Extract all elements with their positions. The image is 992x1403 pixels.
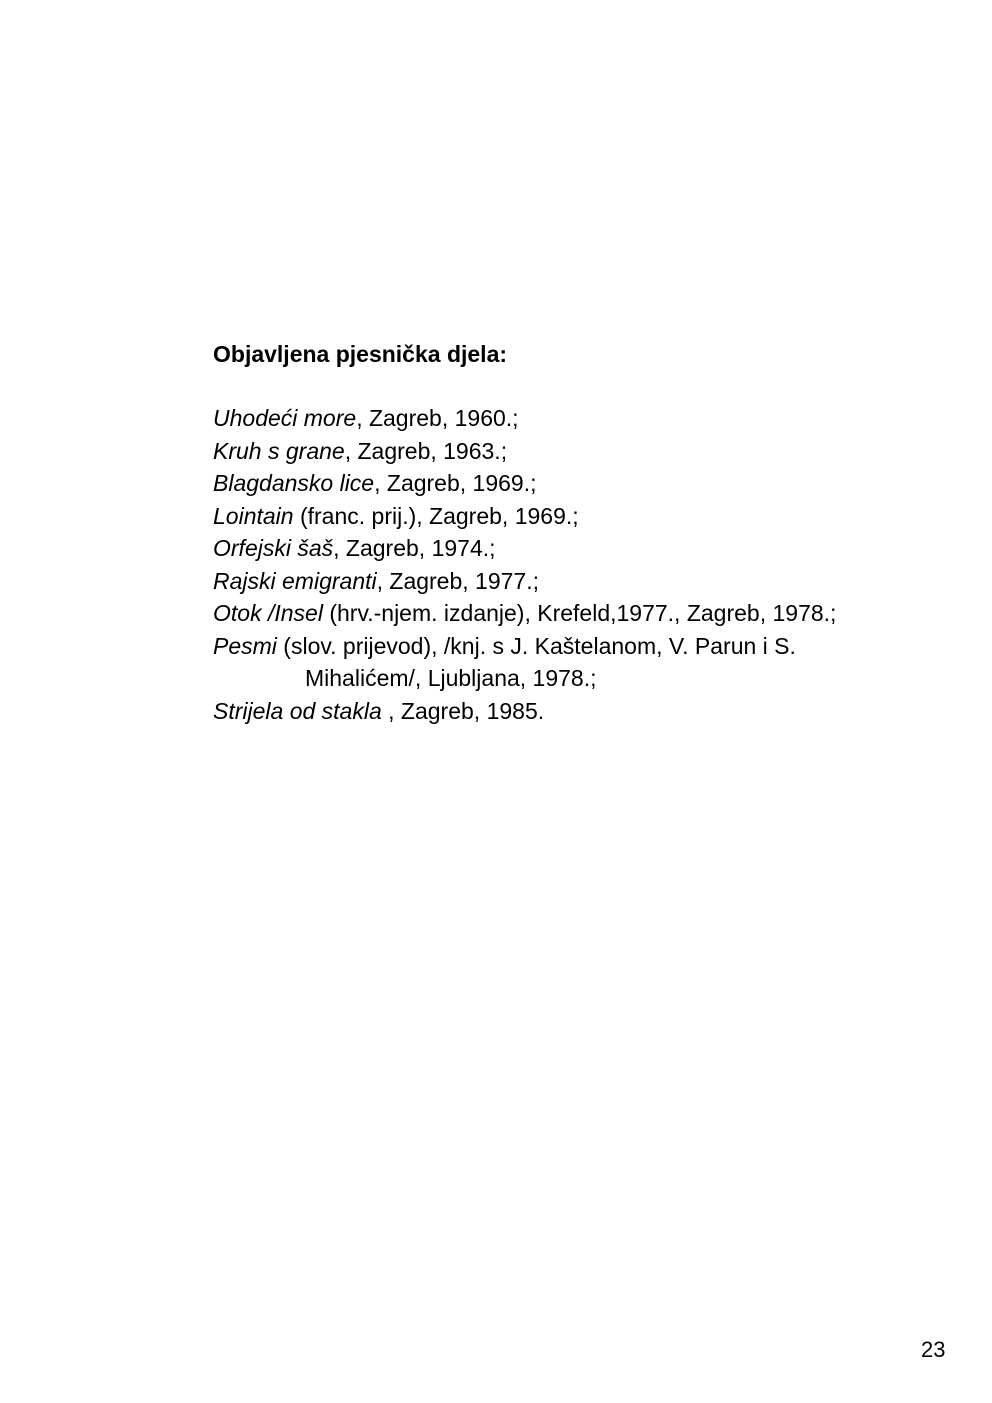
work-entry — [213, 565, 913, 598]
work-entry — [213, 532, 913, 565]
page-number: 23 — [921, 1337, 946, 1362]
works-list — [213, 402, 913, 727]
work-title: Lointain — [213, 502, 294, 529]
work-entry — [213, 402, 913, 435]
work-details: , Zagreb, 1985. — [381, 697, 545, 724]
work-entry — [213, 500, 913, 533]
work-title: Kruh s grane — [213, 437, 345, 464]
work-title: Orfejski šaš — [213, 535, 334, 561]
work-details: (slov. prijevod), /knj. s J. Kaštelanom, V. Parun i S. Mihalićem/, Ljubljana, 1978.; — [276, 632, 796, 691]
work-entry — [213, 467, 913, 500]
work-details: , Zagreb, 1963.; — [344, 437, 508, 464]
work-title: Uhodeći more — [213, 405, 357, 431]
work-entry — [213, 597, 913, 630]
work-entry — [213, 630, 913, 695]
work-entry — [213, 435, 913, 468]
work-details: (hrv.-njem. izdanje), Krefeld,1977., Zagreb, 1978.; — [322, 600, 837, 626]
work-title: Rajski emigranti — [213, 567, 377, 594]
section-heading: Objavljena pjesnička djela: — [213, 341, 508, 367]
work-details: , Zagreb, 1960.; — [356, 405, 519, 431]
work-title: Blagdansko lice — [213, 470, 375, 496]
page-content — [213, 338, 913, 727]
work-entry — [213, 695, 913, 728]
work-title: Otok /Insel — [213, 600, 323, 626]
work-title: Strijela od stakla — [213, 697, 382, 724]
work-details: , Zagreb, 1969.; — [374, 470, 537, 496]
work-title: Pesmi — [213, 632, 277, 659]
work-details: (franc. prij.), Zagreb, 1969.; — [293, 502, 579, 529]
work-details: , Zagreb, 1974.; — [333, 535, 496, 561]
work-details: , Zagreb, 1977.; — [376, 567, 539, 594]
